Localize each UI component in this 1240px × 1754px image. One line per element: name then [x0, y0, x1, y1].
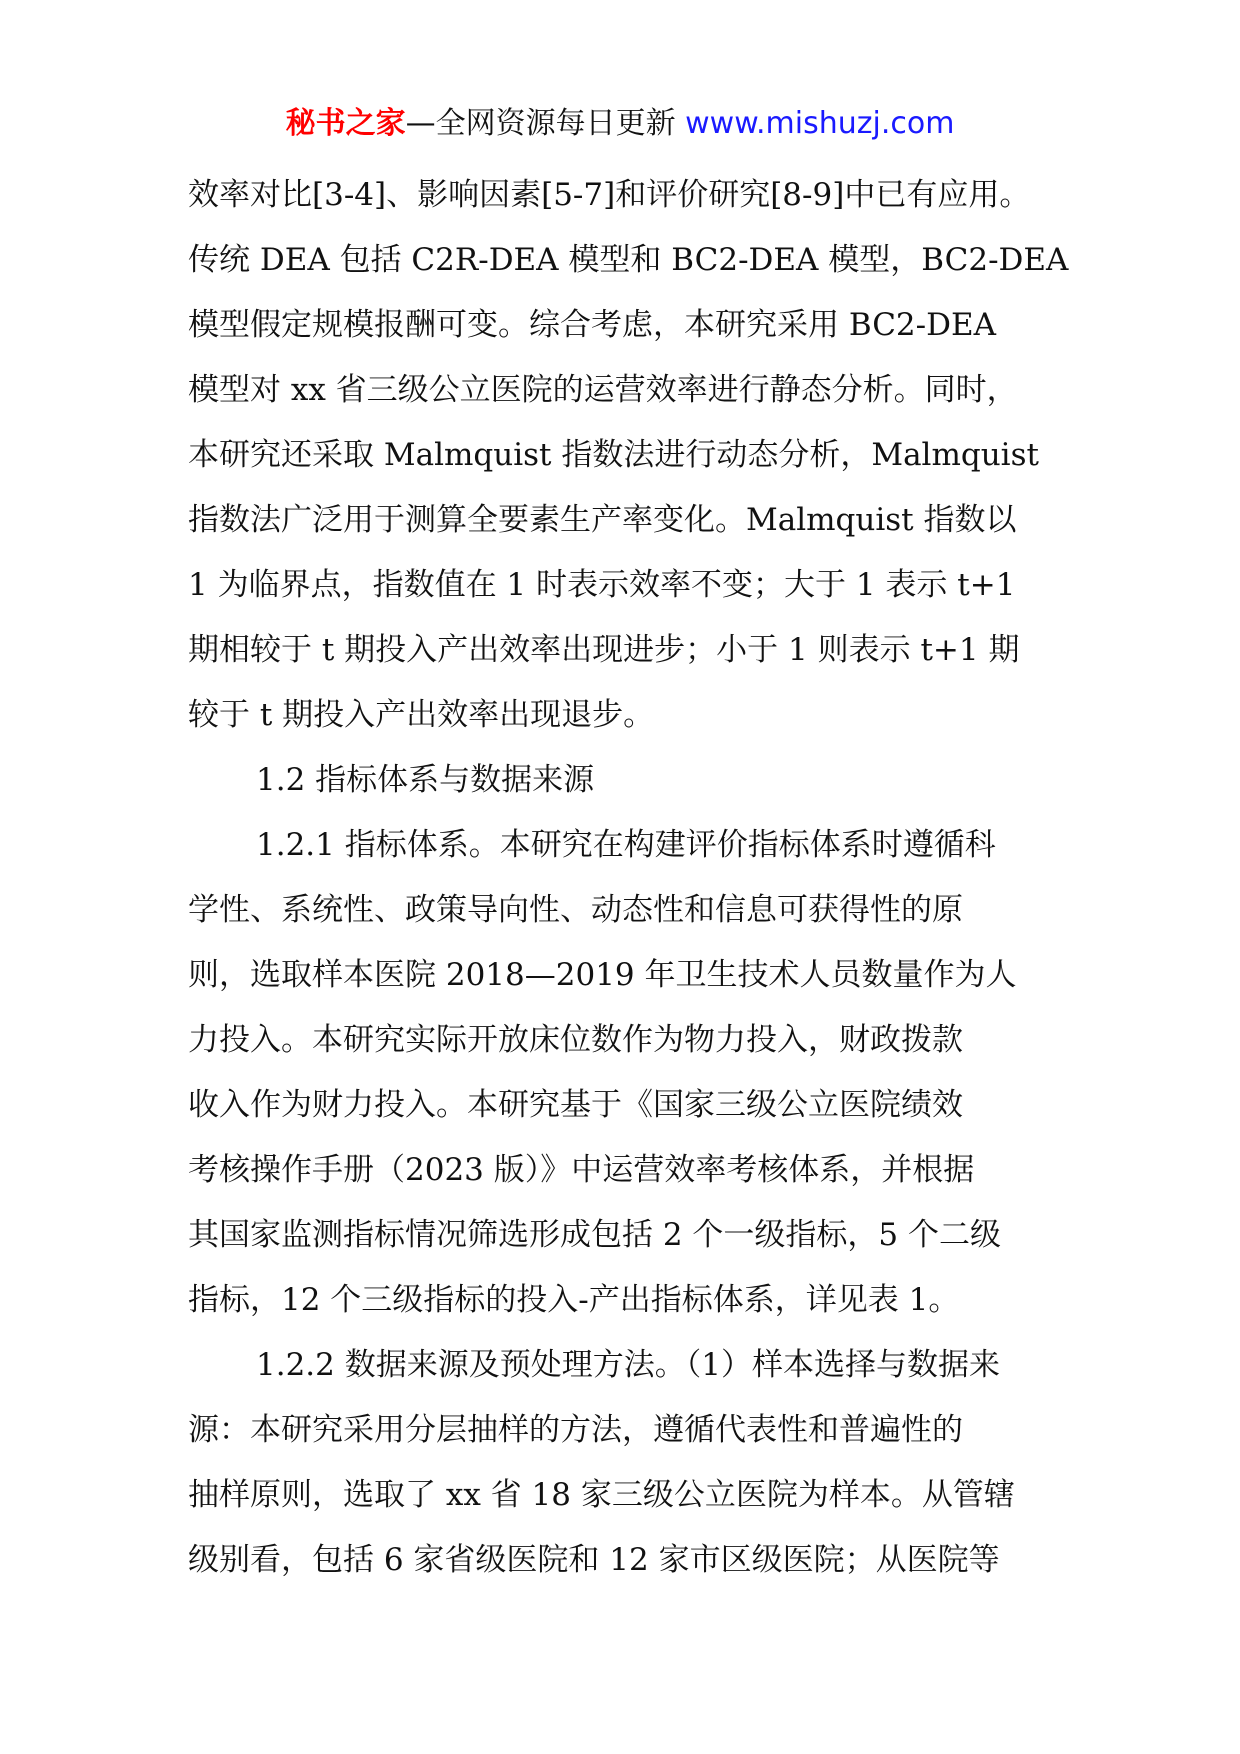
- header-tagline: —全网资源每日更新: [405, 106, 676, 141]
- paragraph-line: 其国家监测指标情况筛选形成包括 2 个一级指标，5 个二级: [188, 1217, 1002, 1253]
- paragraph-line: 则，选取样本医院 2018—2019 年卫生技术人员数量作为人: [188, 957, 1017, 993]
- site-url-link[interactable]: www.mishuzj.com: [685, 106, 955, 141]
- paragraph-line: 指标，12 个三级指标的投入-产出指标体系，详见表 1。: [188, 1282, 960, 1318]
- paragraph-line: 较于 t 期投入产出效率出现退步。: [188, 697, 655, 733]
- subsection-heading-line: 1.2.2 数据来源及预处理方法。（1）样本选择与数据来: [256, 1347, 1000, 1383]
- paragraph-line: 模型对 xx 省三级公立医院的运营效率进行静态分析。同时，: [188, 372, 1018, 408]
- brand-name: 秘书之家: [285, 106, 406, 141]
- paragraph-line: 抽样原则，选取了 xx 省 18 家三级公立医院为样本。从管辖: [188, 1477, 1015, 1513]
- paragraph-line: 传统 DEA 包括 C2R-DEA 模型和 BC2-DEA 模型，BC2-DEA: [188, 242, 1069, 278]
- paragraph-line: 力投入。本研究实际开放床位数作为物力投入，财政拨款: [188, 1022, 963, 1058]
- paragraph-line: 考核操作手册（2023 版）》中运营效率考核体系，并根据: [188, 1152, 975, 1188]
- document-body: [188, 163, 1069, 1593]
- paragraph-line: 1 为临界点，指数值在 1 时表示效率不变；大于 1 表示 t+1: [188, 567, 1016, 603]
- paragraph-line: 收入作为财力投入。本研究基于《国家三级公立医院绩效: [188, 1087, 963, 1123]
- section-heading: 1.2 指标体系与数据来源: [256, 762, 595, 798]
- site-header: [0, 104, 1240, 144]
- paragraph-line: 模型假定规模报酬可变。综合考虑，本研究采用 BC2-DEA: [188, 307, 996, 343]
- paragraph-line: 源：本研究采用分层抽样的方法，遵循代表性和普遍性的: [188, 1412, 963, 1448]
- paragraph-line: 期相较于 t 期投入产出效率出现进步；小于 1 则表示 t+1 期: [188, 632, 1020, 668]
- paragraph-line: 级别看，包括 6 家省级医院和 12 家市区级医院；从医院等: [188, 1542, 1000, 1578]
- subsection-heading-line: 1.2.1 指标体系。本研究在构建评价指标体系时遵循科: [256, 827, 996, 863]
- paragraph-line: 效率对比[3-4]、影响因素[5-7]和评价研究[8-9]中已有应用。: [188, 177, 1031, 213]
- paragraph-line: 本研究还采取 Malmquist 指数法进行动态分析，Malmquist: [188, 437, 1039, 473]
- paragraph-line: 学性、系统性、政策导向性、动态性和信息可获得性的原: [188, 892, 963, 928]
- paragraph-line: 指数法广泛用于测算全要素生产率变化。Malmquist 指数以: [188, 502, 1017, 538]
